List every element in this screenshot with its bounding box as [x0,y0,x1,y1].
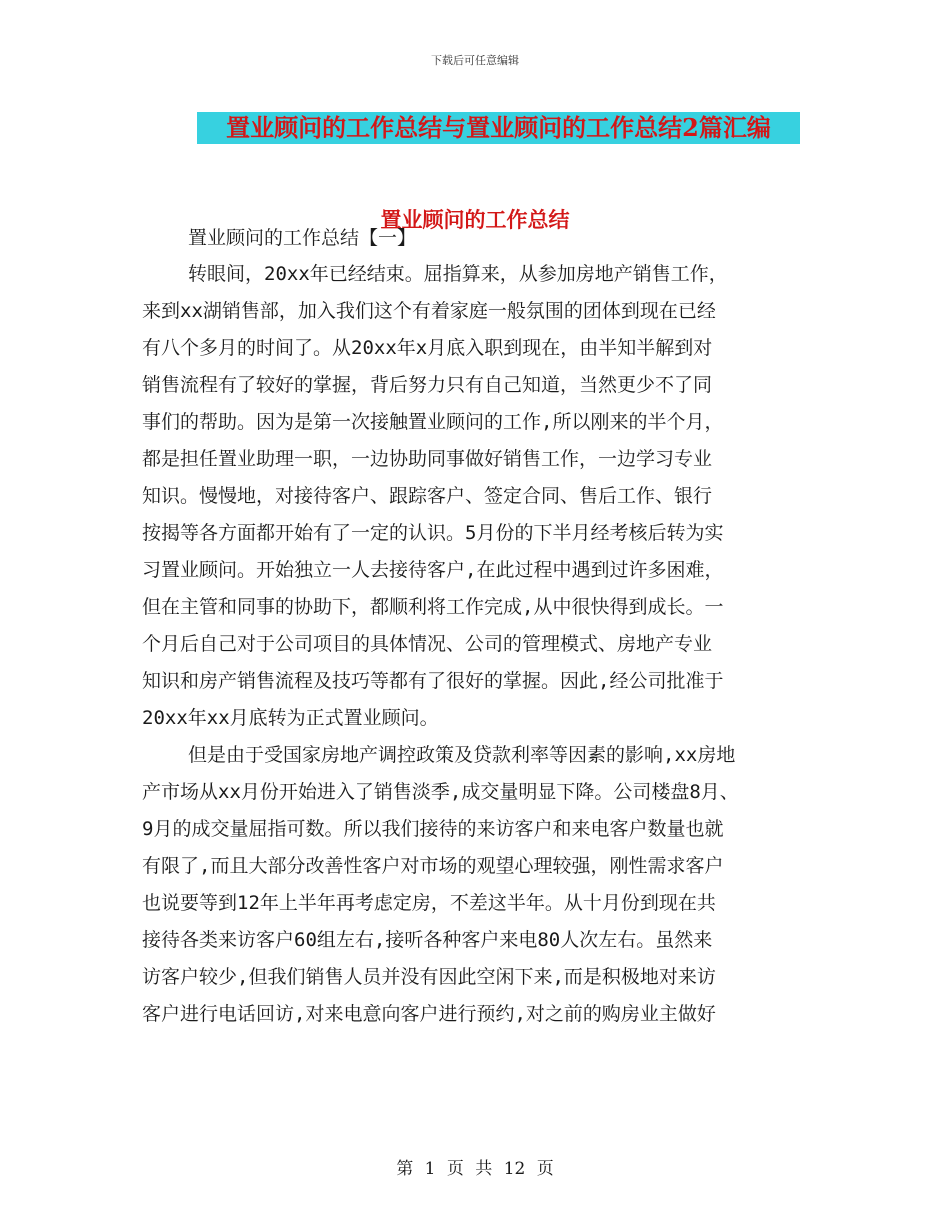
paragraph-line: 知识和房产销售流程及技巧等都有了很好的掌握。因此,经公司批准于 [142,670,724,692]
paragraph-line: 客户进行电话回访,对来电意向客户进行预约,对之前的购房业主做好 [142,1003,716,1025]
paragraph-line: 都是担任置业助理一职，一边协助同事做好销售工作，一边学习专业 [142,448,713,470]
paragraph-line: 按揭等各方面都开始有了一定的认识。5月份的下半月经考核后转为实 [142,522,724,544]
paragraph-line: 有限了,而且大部分改善性客户对市场的观望心理较强，刚性需求客户 [142,855,724,877]
paragraph-line: 接待各类来访客户60组左右,接听各种客户来电80人次左右。虽然来 [142,929,713,951]
document-title: 置业顾问的工作总结与置业顾问的工作总结2篇汇编 [197,112,800,144]
header-note: 下载后可任意编辑 [431,54,519,67]
paragraph-line: 20xx年xx月底转为正式置业顾问。 [142,707,439,729]
paragraph-line: 有八个多月的时间了。从20xx年x月底入职到现在，由半知半解到对 [142,337,713,359]
paragraph-line: 9月的成交量屈指可数。所以我们接待的来访客户和来电客户数量也就 [142,818,724,840]
subheading: 置业顾问的工作总结【一】 [188,227,417,249]
paragraph-line: 习置业顾问。开始独立一人去接待客户,在此过程中遇到过许多困难， [142,559,724,581]
paragraph-line: 来到xx湖销售部，加入我们这个有着家庭一般氛围的团体到现在已经 [142,300,716,322]
page-number: 第 1 页 共 12 页 [396,1159,554,1179]
paragraph-line: 也说要等到12年上半年再考虑定房，不差这半年。从十月份到现在共 [142,892,716,914]
paragraph-line: 访客户较少,但我们销售人员并没有因此空闲下来,而是积极地对来访 [142,966,716,988]
paragraph-line: 个月后自己对于公司项目的具体情况、公司的管理模式、房地产专业 [142,633,713,655]
paragraph-line: 转眼间，20xx年已经结束。屈指算来，从参加房地产销售工作， [188,263,728,285]
paragraph-line: 但是由于受国家房地产调控政策及贷款利率等因素的影响,xx房地 [188,744,736,766]
paragraph-line: 销售流程有了较好的掌握，背后努力只有自己知道，当然更少不了同 [142,374,713,396]
paragraph-line: 产市场从xx月份开始进入了销售淡季,成交量明显下降。公司楼盘8月、 [142,781,739,803]
paragraph-line: 但在主管和同事的协助下，都顺利将工作完成,从中很快得到成长。一 [142,596,724,618]
section-title: 置业顾问的工作总结 [380,207,570,232]
paragraph-line: 事们的帮助。因为是第一次接触置业顾问的工作,所以刚来的半个月， [142,411,724,433]
paragraph-line: 知识。慢慢地，对接待客户、跟踪客户、签定合同、售后工作、银行 [142,485,713,507]
